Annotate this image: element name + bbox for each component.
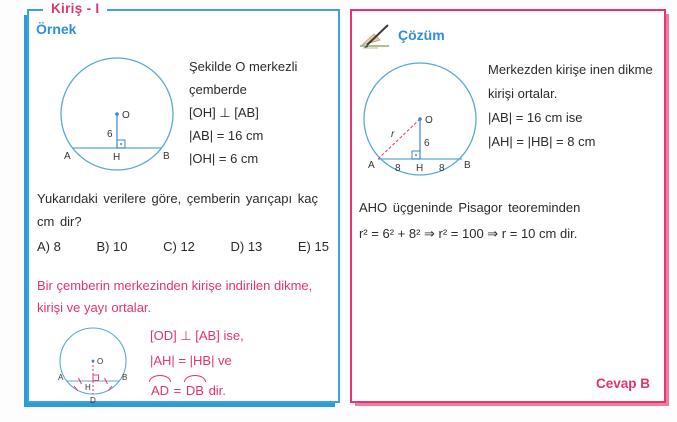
- solution-math-line: |AB| = 16 cm ise: [488, 110, 583, 125]
- label-radius-r: r: [391, 129, 395, 140]
- label-H: H: [85, 383, 91, 392]
- label-O: O: [425, 115, 433, 126]
- solution-panel: [350, 9, 666, 403]
- rule-math-arcs: [150, 381, 244, 401]
- option-c: C) 12: [163, 239, 195, 254]
- arc-suffix: dir.: [204, 383, 226, 398]
- rule-note: [37, 275, 312, 319]
- arc-AD: AD: [150, 381, 170, 401]
- solution-math-line: |AH| = |HB| = 8 cm: [488, 134, 596, 149]
- option-e: E) 15: [297, 239, 329, 254]
- label-distance-6: 6: [107, 129, 113, 140]
- label-D: D: [90, 396, 96, 405]
- solution-text-block: [488, 58, 653, 154]
- writing-hand-icon: [358, 22, 392, 49]
- panel-title: Kiriş - I: [43, 1, 107, 16]
- equals-sign: =: [170, 383, 185, 398]
- givens-block: [189, 55, 297, 170]
- option-b: B) 10: [96, 239, 128, 254]
- rule-note-line: Bir çemberin merkezinden kirişe indirilen dikme,: [37, 278, 313, 293]
- label-A: A: [368, 160, 375, 171]
- label-half-8: 8: [395, 163, 401, 174]
- solution-circle-diagram: [355, 51, 491, 183]
- label-B: B: [122, 373, 128, 382]
- answer-options: [37, 239, 329, 254]
- given-line: |OH| = 6 cm: [189, 151, 259, 166]
- question-line: Yukarıdaki verilere göre, çemberin yarıçapı kaç: [37, 191, 318, 206]
- example-circle-diagram: [51, 47, 211, 191]
- radius-OA-dashed: [378, 119, 420, 159]
- label-A: A: [64, 151, 71, 162]
- arc-DB: DB: [185, 381, 205, 401]
- label-H: H: [113, 152, 121, 163]
- option-a: A) 8: [37, 239, 61, 254]
- rule-note-line: kirişi ve yayı ortalar.: [37, 300, 152, 315]
- center-point: [418, 117, 422, 121]
- label-B: B: [163, 151, 170, 162]
- label-distance-6: 6: [424, 138, 430, 149]
- answer-label: Cevap B: [595, 376, 650, 391]
- center-point: [115, 112, 119, 116]
- pencil-shape: [367, 25, 388, 45]
- example-panel: [27, 1, 340, 405]
- label-A: A: [58, 373, 64, 382]
- right-angle-dot: [415, 154, 417, 156]
- example-heading: Örnek: [36, 21, 77, 37]
- given-line: [OH] ⊥ [AB]: [189, 105, 259, 120]
- description-line: çemberde: [189, 82, 247, 97]
- solution-desc-line: kirişi ortalar.: [488, 86, 558, 101]
- option-d: D) 13: [230, 239, 263, 254]
- theorem-line: AHO üçgeninde Pisagor teoreminden: [359, 200, 581, 215]
- rule-math-block: [150, 323, 244, 401]
- calc-line: r² = 6² + 8² ⇒ r² = 100 ⇒ r = 10 cm dir.: [359, 226, 578, 241]
- solution-heading: Çözüm: [398, 27, 445, 43]
- rule-math-line: [OD] ⊥ [AB] ise,: [150, 328, 244, 343]
- description-line: Şekilde O merkezli: [189, 59, 298, 74]
- label-H: H: [416, 163, 424, 174]
- label-O: O: [97, 357, 104, 366]
- right-angle-mark: [93, 375, 99, 381]
- label-O: O: [122, 110, 130, 121]
- center-point: [92, 360, 95, 363]
- question-line: cm dir?: [37, 214, 82, 229]
- given-line: |AB| = 16 cm: [189, 128, 264, 143]
- right-angle-dot: [120, 143, 122, 145]
- solution-desc-line: Merkezden kirişe inen dikme: [488, 62, 653, 77]
- label-half-8: 8: [439, 163, 445, 174]
- calculation-block: [359, 195, 580, 247]
- rule-math-line: |AH| = |HB| ve: [150, 353, 232, 368]
- label-B: B: [464, 160, 471, 171]
- note-circle-diagram: [49, 319, 165, 405]
- question: [37, 187, 318, 233]
